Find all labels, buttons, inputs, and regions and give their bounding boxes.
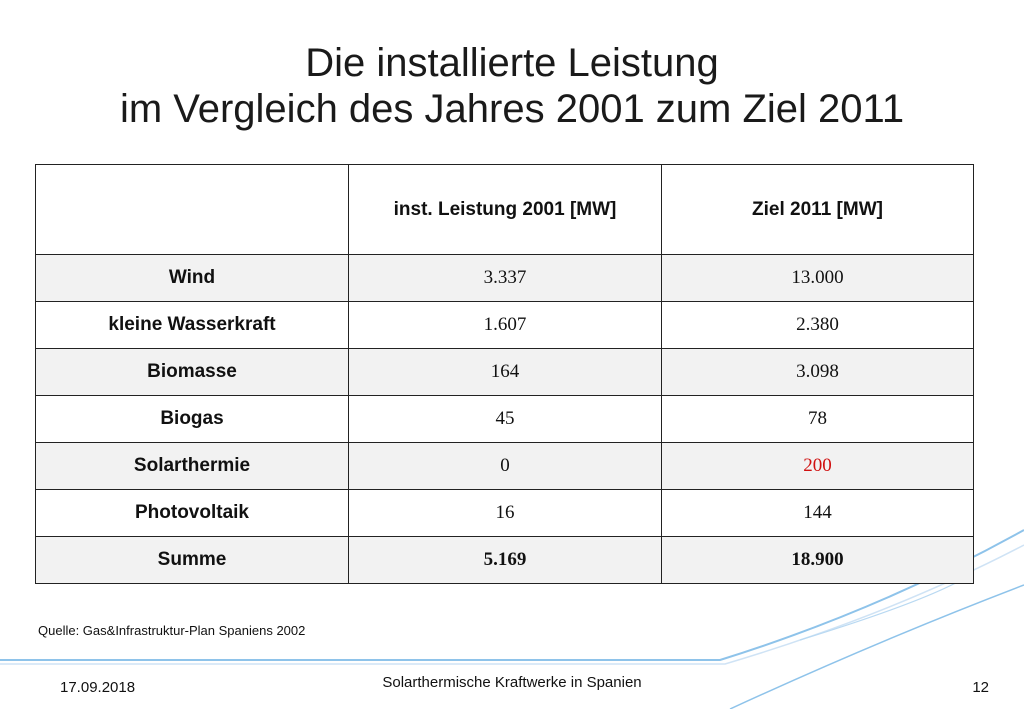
capacity-table [35,164,974,584]
value-2011-highlight: 200 [662,443,974,490]
header-2001: inst. Leistung 2001 [MW] [349,165,662,255]
value-2001: 5.169 [349,537,662,584]
table-row [36,255,974,302]
row-label: Biomasse [36,349,349,396]
header-empty [36,165,349,255]
table-row [36,490,974,537]
row-label: Solarthermie [36,443,349,490]
value-2001: 164 [349,349,662,396]
title-line-2: im Vergleich des Jahres 2001 zum Ziel 2011 [119,87,905,131]
table-row [36,349,974,396]
value-2001: 0 [349,443,662,490]
table-row [36,443,974,490]
row-label: Summe [36,537,349,584]
footer-date: 17.09.2018 [60,679,136,696]
title-line-1: Die installierte Leistung [305,41,719,85]
value-2001: 45 [349,396,662,443]
footer-title: Solarthermische Kraftwerke in Spanien [382,674,642,691]
value-2001: 1.607 [349,302,662,349]
slide-title [0,40,1024,132]
value-2011: 2.380 [662,302,974,349]
table-row [36,302,974,349]
value-2011: 18.900 [662,537,974,584]
row-label: kleine Wasserkraft [36,302,349,349]
value-2011: 78 [662,396,974,443]
page-number: 12 [972,679,989,696]
table-header-row [36,165,974,255]
row-label: Biogas [36,396,349,443]
source-note: Quelle: Gas&Infrastruktur-Plan Spaniens 2002 [38,623,306,638]
value-2011: 13.000 [662,255,974,302]
value-2001: 3.337 [349,255,662,302]
value-2011: 144 [662,490,974,537]
table-total-row [36,537,974,584]
row-label: Photovoltaik [36,490,349,537]
value-2011: 3.098 [662,349,974,396]
row-label: Wind [36,255,349,302]
header-2011: Ziel 2011 [MW] [662,165,974,255]
table-row [36,396,974,443]
value-2001: 16 [349,490,662,537]
